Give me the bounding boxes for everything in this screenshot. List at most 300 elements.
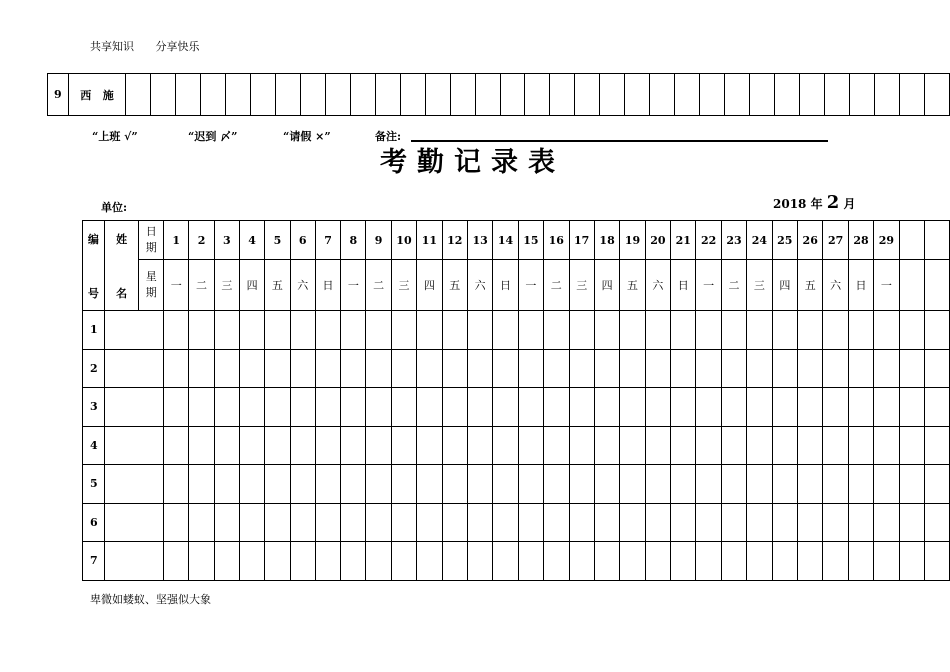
attendance-cell [467, 503, 492, 542]
weekday-header: 四 [417, 260, 442, 311]
record-cell [350, 74, 375, 116]
attendance-cell [874, 426, 899, 465]
attendance-cell [772, 542, 797, 581]
date-year-char: 年 [810, 197, 823, 211]
weekday-header: 日 [848, 260, 873, 311]
attendance-cell [265, 388, 290, 427]
record-cell [899, 74, 924, 116]
weekday-header: 二 [721, 260, 746, 311]
attendance-cell [798, 465, 823, 504]
col-name-header [104, 221, 139, 311]
attendance-cell [189, 503, 214, 542]
attendance-cell [671, 349, 696, 388]
weekday-header: 一 [164, 260, 189, 311]
day-header: 23 [721, 221, 746, 260]
legend-work: “上班 √” [92, 130, 138, 143]
attendance-cell [214, 426, 239, 465]
attendance-cell [518, 311, 543, 350]
attendance-cell [772, 349, 797, 388]
attendance-cell [747, 503, 772, 542]
attendance-cell [747, 349, 772, 388]
attendance-cell [924, 503, 949, 542]
attendance-cell [594, 542, 619, 581]
attendance-cell [315, 426, 340, 465]
attendance-cell [594, 311, 619, 350]
attendance-cell [442, 349, 467, 388]
attendance-cell [696, 349, 721, 388]
attendance-cell [315, 503, 340, 542]
day-header: 16 [544, 221, 569, 260]
attendance-cell [417, 503, 442, 542]
table-row [83, 349, 950, 388]
attendance-cell [467, 542, 492, 581]
attendance-cell [823, 465, 848, 504]
col-number-header [83, 221, 105, 311]
attendance-cell [848, 426, 873, 465]
page-title: 考勤记录表 [380, 147, 565, 178]
attendance-cell [823, 426, 848, 465]
attendance-table [82, 220, 950, 581]
day-header: 27 [823, 221, 848, 260]
day-header: 17 [569, 221, 594, 260]
attendance-cell [696, 465, 721, 504]
attendance-cell [569, 388, 594, 427]
day-header: 18 [594, 221, 619, 260]
attendance-cell [493, 465, 518, 504]
attendance-cell [721, 349, 746, 388]
attendance-cell [315, 311, 340, 350]
record-cell [700, 74, 725, 116]
weekday-header: 五 [265, 260, 290, 311]
attendance-cell [164, 542, 189, 581]
attendance-cell [189, 311, 214, 350]
attendance-cell [798, 349, 823, 388]
attendance-cell [569, 503, 594, 542]
attendance-cell [366, 349, 391, 388]
page-header [90, 38, 200, 54]
attendance-cell [620, 388, 645, 427]
attendance-cell [620, 311, 645, 350]
attendance-cell [645, 503, 670, 542]
attendance-cell [467, 465, 492, 504]
attendance-cell [290, 388, 315, 427]
attendance-cell [798, 426, 823, 465]
attendance-cell [620, 503, 645, 542]
attendance-cell [417, 542, 442, 581]
weekday-header: 三 [391, 260, 416, 311]
attendance-cell [518, 465, 543, 504]
attendance-cell [594, 388, 619, 427]
attendance-cell [214, 503, 239, 542]
attendance-cell [772, 503, 797, 542]
attendance-cell [493, 503, 518, 542]
attendance-cell [391, 349, 416, 388]
attendance-cell [493, 311, 518, 350]
legend-remark: 备注: [375, 130, 402, 143]
attendance-cell [467, 426, 492, 465]
attendance-cell [341, 503, 366, 542]
attendance-cell [366, 426, 391, 465]
attendance-cell [239, 311, 264, 350]
header-left-text: 共享知识 [90, 40, 134, 53]
attendance-cell [569, 542, 594, 581]
attendance-cell [544, 388, 569, 427]
attendance-cell [569, 465, 594, 504]
attendance-cell [696, 388, 721, 427]
attendance-cell [239, 349, 264, 388]
attendance-cell [341, 465, 366, 504]
record-cell [924, 74, 949, 116]
attendance-cell [874, 349, 899, 388]
attendance-cell [467, 388, 492, 427]
row-number: 3 [83, 388, 105, 427]
attendance-cell [315, 542, 340, 581]
weekday-header: 日 [315, 260, 340, 311]
attendance-cell [823, 388, 848, 427]
attendance-cell [544, 349, 569, 388]
attendance-cell [620, 426, 645, 465]
day-header: 21 [671, 221, 696, 260]
weekday-header: 日 [493, 260, 518, 311]
record-cell [824, 74, 849, 116]
row-name-cell [104, 311, 163, 350]
weekday-header: 四 [594, 260, 619, 311]
day-header: 14 [493, 221, 518, 260]
day-header: 12 [442, 221, 467, 260]
attendance-cell [391, 388, 416, 427]
weekday-header: 二 [366, 260, 391, 311]
attendance-cell [671, 311, 696, 350]
record-cell [799, 74, 824, 116]
record-cell [600, 74, 625, 116]
attendance-cell [544, 426, 569, 465]
attendance-cell [823, 311, 848, 350]
row-name-cell [104, 349, 163, 388]
attendance-cell [924, 465, 949, 504]
unit-label: 单位: [101, 201, 128, 214]
weekday-header: 四 [772, 260, 797, 311]
attendance-cell [899, 542, 924, 581]
weekday-header: 二 [544, 260, 569, 311]
day-header: 11 [417, 221, 442, 260]
attendance-cell [493, 542, 518, 581]
attendance-cell [214, 349, 239, 388]
attendance-cell [391, 426, 416, 465]
weekday-header: 六 [290, 260, 315, 311]
attendance-cell [848, 542, 873, 581]
record-name [68, 74, 125, 116]
attendance-cell [696, 503, 721, 542]
attendance-cell [798, 503, 823, 542]
attendance-cell [214, 542, 239, 581]
attendance-cell [620, 542, 645, 581]
attendance-cell [645, 465, 670, 504]
attendance-cell [544, 311, 569, 350]
table-row [83, 503, 950, 542]
attendance-cell [569, 426, 594, 465]
attendance-cell [747, 388, 772, 427]
record-cell [300, 74, 325, 116]
attendance-cell [569, 349, 594, 388]
attendance-cell [442, 465, 467, 504]
day-header: 22 [696, 221, 721, 260]
attendance-cell [239, 542, 264, 581]
weekday-header: 三 [569, 260, 594, 311]
weekday-header: 六 [645, 260, 670, 311]
header-right-text: 分享快乐 [155, 40, 200, 53]
attendance-cell [848, 503, 873, 542]
attendance-cell [265, 503, 290, 542]
attendance-cell [417, 426, 442, 465]
attendance-cell [239, 426, 264, 465]
attendance-cell [189, 388, 214, 427]
attendance-cell [721, 503, 746, 542]
date-label [773, 192, 856, 213]
attendance-cell [899, 465, 924, 504]
attendance-cell [493, 388, 518, 427]
weekday-header: 一 [518, 260, 543, 311]
attendance-cell [164, 426, 189, 465]
attendance-cell [366, 503, 391, 542]
weekday-header: 日 [671, 260, 696, 311]
row-number: 4 [83, 426, 105, 465]
attendance-cell [924, 426, 949, 465]
attendance-cell [874, 503, 899, 542]
day-header: 6 [290, 221, 315, 260]
row-number: 2 [83, 349, 105, 388]
col-week-header: 星 期 [139, 260, 164, 311]
attendance-cell [341, 388, 366, 427]
row-name-cell [104, 465, 163, 504]
attendance-cell [620, 349, 645, 388]
attendance-cell [772, 465, 797, 504]
attendance-cell [874, 542, 899, 581]
attendance-cell [265, 426, 290, 465]
attendance-cell [899, 311, 924, 350]
attendance-cell [874, 388, 899, 427]
date-month: 2 [826, 192, 840, 213]
attendance-cell [341, 426, 366, 465]
weekday-header: 一 [874, 260, 899, 311]
attendance-cell [899, 426, 924, 465]
attendance-cell [417, 311, 442, 350]
attendance-cell [467, 311, 492, 350]
attendance-cell [848, 311, 873, 350]
attendance-cell [467, 349, 492, 388]
record-cell [375, 74, 400, 116]
attendance-cell [696, 311, 721, 350]
day-header: 4 [239, 221, 264, 260]
attendance-cell [848, 465, 873, 504]
attendance-cell [442, 542, 467, 581]
attendance-cell [721, 426, 746, 465]
attendance-cell [290, 542, 315, 581]
weekday-header: 一 [341, 260, 366, 311]
table-row [83, 426, 950, 465]
row-name-cell [104, 388, 163, 427]
attendance-cell [341, 349, 366, 388]
attendance-cell [594, 503, 619, 542]
attendance-cell [290, 465, 315, 504]
attendance-cell [747, 311, 772, 350]
weekday-header: 五 [798, 260, 823, 311]
attendance-cell [924, 311, 949, 350]
record-cell [275, 74, 300, 116]
attendance-cell [164, 311, 189, 350]
legend-leave: “请假 ×” [283, 130, 331, 143]
record-cell [250, 74, 275, 116]
attendance-cell [721, 465, 746, 504]
attendance-cell [290, 349, 315, 388]
row-number: 5 [83, 465, 105, 504]
date-year: 2018 [773, 197, 807, 211]
weekday-header: 五 [620, 260, 645, 311]
table-row [83, 388, 950, 427]
record-cell [849, 74, 874, 116]
attendance-cell [772, 388, 797, 427]
record-cell [575, 74, 600, 116]
attendance-cell [747, 426, 772, 465]
blank-header-cell [899, 260, 924, 311]
attendance-cell [442, 426, 467, 465]
weekday-header: 二 [189, 260, 214, 311]
attendance-cell [772, 426, 797, 465]
attendance-cell [924, 388, 949, 427]
attendance-cell [265, 465, 290, 504]
attendance-cell [645, 349, 670, 388]
attendance-cell [391, 465, 416, 504]
attendance-cell [366, 465, 391, 504]
attendance-cell [899, 503, 924, 542]
day-header: 10 [391, 221, 416, 260]
record-cell [126, 74, 151, 116]
attendance-cell [214, 311, 239, 350]
date-month-char: 月 [843, 197, 856, 211]
attendance-cell [265, 542, 290, 581]
attendance-cell [518, 503, 543, 542]
page-footer: 卑微如蝼蚁、坚强似大象 [90, 593, 211, 606]
record-cell [750, 74, 775, 116]
attendance-cell [569, 311, 594, 350]
row-number: 1 [83, 311, 105, 350]
record-cell [774, 74, 799, 116]
attendance-cell [645, 388, 670, 427]
attendance-cell [442, 503, 467, 542]
day-header: 2 [189, 221, 214, 260]
record-cell [400, 74, 425, 116]
record-cell [201, 74, 226, 116]
attendance-cell [798, 542, 823, 581]
col-name-char-2: 名 [116, 286, 128, 300]
attendance-cell [417, 349, 442, 388]
record-cell [500, 74, 525, 116]
attendance-cell [341, 311, 366, 350]
attendance-cell [544, 503, 569, 542]
row-name-cell [104, 426, 163, 465]
attendance-cell [671, 542, 696, 581]
attendance-cell [290, 426, 315, 465]
attendance-cell [493, 349, 518, 388]
day-header: 13 [467, 221, 492, 260]
attendance-cell [239, 465, 264, 504]
record-cell [176, 74, 201, 116]
attendance-cell [823, 349, 848, 388]
attendance-cell [518, 349, 543, 388]
attendance-cell [544, 542, 569, 581]
blank-header-cell [924, 221, 949, 260]
day-header: 15 [518, 221, 543, 260]
weekday-header: 一 [696, 260, 721, 311]
attendance-cell [899, 349, 924, 388]
record-cell [625, 74, 650, 116]
attendance-cell [315, 465, 340, 504]
day-header: 24 [747, 221, 772, 260]
attendance-cell [518, 542, 543, 581]
weekday-header: 三 [214, 260, 239, 311]
attendance-cell [239, 388, 264, 427]
attendance-cell [391, 542, 416, 581]
record-cell [325, 74, 350, 116]
day-header: 3 [214, 221, 239, 260]
table-row [83, 542, 950, 581]
record-cell [425, 74, 450, 116]
attendance-cell [721, 542, 746, 581]
attendance-cell [645, 311, 670, 350]
attendance-cell [164, 388, 189, 427]
weekday-header: 三 [747, 260, 772, 311]
record-cell [725, 74, 750, 116]
previous-page-row [47, 73, 950, 116]
col-date-header: 日 期 [139, 221, 164, 260]
table-row [83, 465, 950, 504]
record-cell [151, 74, 176, 116]
attendance-cell [214, 465, 239, 504]
attendance-cell [594, 465, 619, 504]
attendance-cell [874, 311, 899, 350]
attendance-cell [265, 349, 290, 388]
attendance-cell [721, 311, 746, 350]
row-number: 7 [83, 542, 105, 581]
weekday-header: 六 [823, 260, 848, 311]
attendance-cell [696, 542, 721, 581]
blank-header-cell [899, 221, 924, 260]
attendance-cell [594, 349, 619, 388]
record-cell [226, 74, 251, 116]
attendance-cell [544, 465, 569, 504]
attendance-cell [747, 542, 772, 581]
attendance-cell [721, 388, 746, 427]
record-cell [874, 74, 899, 116]
day-header: 29 [874, 221, 899, 260]
record-name-char-1: 西 [80, 88, 92, 102]
attendance-cell [594, 426, 619, 465]
attendance-cell [341, 542, 366, 581]
attendance-cell [366, 311, 391, 350]
day-header: 19 [620, 221, 645, 260]
attendance-cell [823, 542, 848, 581]
attendance-cell [290, 503, 315, 542]
attendance-cell [645, 542, 670, 581]
attendance-cell [189, 465, 214, 504]
weekday-header: 六 [467, 260, 492, 311]
record-name-char-2: 施 [102, 88, 114, 102]
attendance-cell [417, 465, 442, 504]
record-cell [450, 74, 475, 116]
day-header: 26 [798, 221, 823, 260]
day-header: 25 [772, 221, 797, 260]
day-header: 8 [341, 221, 366, 260]
attendance-cell [798, 311, 823, 350]
